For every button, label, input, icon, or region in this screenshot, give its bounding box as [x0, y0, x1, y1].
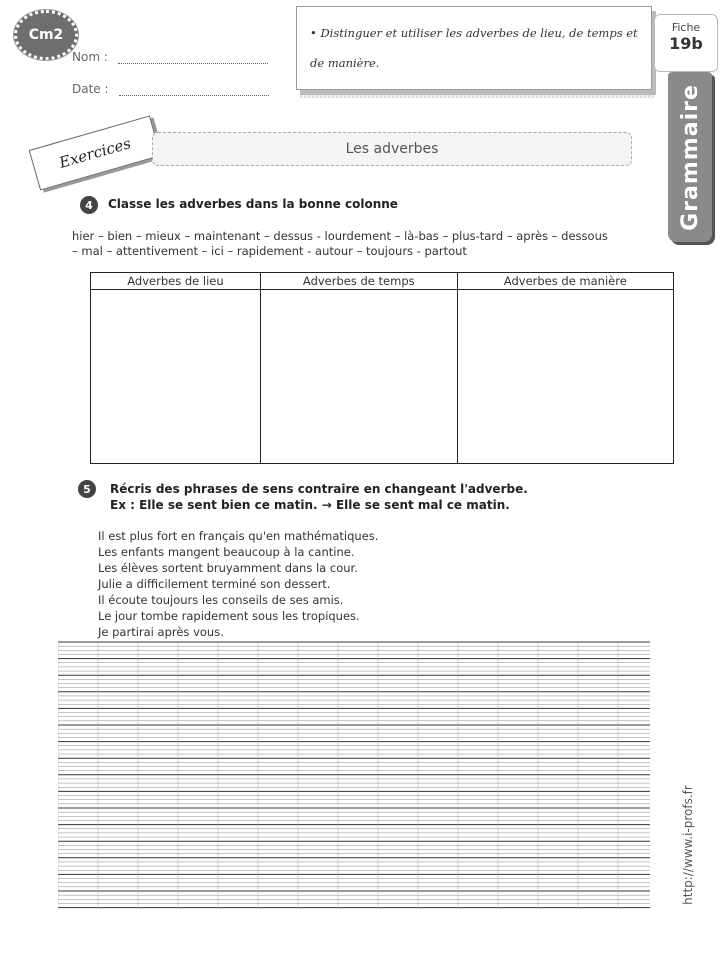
exercise-4-number: 4 — [80, 196, 98, 214]
column-temps-header: Adverbes de temps — [260, 273, 457, 290]
table-header-row — [91, 273, 674, 290]
name-field — [72, 50, 268, 64]
objective-shadow — [300, 90, 654, 98]
date-field — [72, 82, 269, 96]
objective-text: • Distinguer et utiliser les adverbes de lieu, de temps et de manière. — [310, 26, 638, 70]
exercices-card — [29, 115, 162, 190]
sentence-item: Je partirai après vous. — [98, 625, 224, 639]
fiche-label: Fiche — [671, 21, 701, 34]
fiche-box — [654, 14, 718, 72]
sentence-item: Les enfants mangent beaucoup à la cantine. — [98, 545, 355, 559]
name-label: Nom : — [72, 50, 108, 64]
sentence-item: Les élèves sortent bruyamment dans la cour. — [98, 561, 358, 575]
sentence-item: Il écoute toujours les conseils de ses amis. — [98, 593, 344, 607]
exercise-5-number: 5 — [78, 480, 96, 498]
column-maniere-header: Adverbes de manière — [457, 273, 673, 290]
column-lieu-header: Adverbes de lieu — [91, 273, 261, 290]
word-list-line-1: hier – bien – mieux – maintenant – dessus - lourdement – là-bas – plus-tard – après – dessous — [72, 229, 608, 243]
fiche-number: 19b — [669, 34, 703, 53]
adverb-table — [90, 272, 674, 464]
date-dotted-line — [119, 95, 269, 96]
word-list-line-2: – mal – attentivement – ici – rapidement - autour – toujours - partout — [72, 244, 467, 258]
writing-lines-grid[interactable] — [58, 640, 658, 912]
name-dotted-line — [118, 63, 268, 64]
sentence-item: Julie a difficilement terminé son dessert. — [98, 577, 331, 591]
answer-cell-temps[interactable] — [260, 290, 457, 464]
footer-url-text: http://www.i-profs.fr — [681, 785, 696, 905]
answer-cell-maniere[interactable] — [457, 290, 673, 464]
level-text: Cm2 — [28, 27, 64, 43]
sentence-list — [98, 528, 378, 640]
exercise-5-instruction: Récris des phrases de sens contraire en changeant l'adverbe. — [110, 482, 528, 496]
sentence-item: Il est plus fort en français qu'en mathématiques. — [98, 529, 379, 543]
exercices-label: Exercices — [57, 134, 133, 172]
sentence-item: Le jour tombe rapidement sous les tropiques. — [98, 609, 360, 623]
table-answer-row — [91, 290, 674, 464]
subject-tab-label — [668, 72, 712, 242]
answer-cell-lieu[interactable] — [91, 290, 261, 464]
exercise-4-instruction: Classe les adverbes dans la bonne colonne — [108, 197, 398, 211]
exercise-5-example: Ex : Elle se sent bien ce matin. → Elle se sent mal ce matin. — [110, 498, 510, 512]
date-label: Date : — [72, 82, 109, 96]
page-title: Les adverbes — [152, 132, 632, 166]
objective-label: Distinguer et utiliser les adverbes de lieu, de temps et de manière. — [310, 26, 638, 70]
subject-text: Grammaire — [677, 83, 703, 231]
footer-url — [678, 780, 698, 910]
level-badge — [14, 10, 78, 60]
